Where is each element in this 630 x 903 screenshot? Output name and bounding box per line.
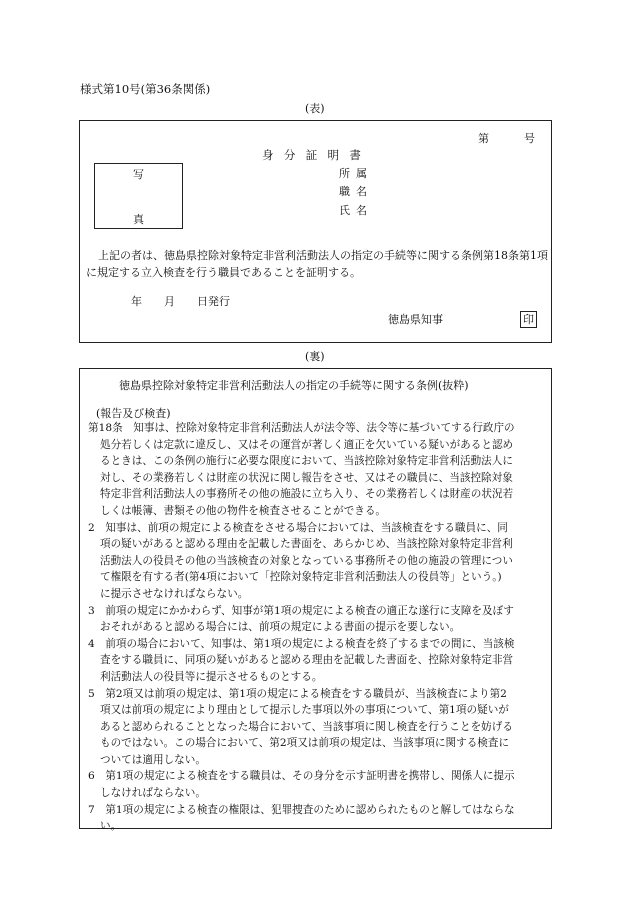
law-line: 2 知事は、前項の規定による検査をさせる場合においては、当該検査をする職員に、同	[88, 521, 508, 534]
law-line: ついては適用しない。	[100, 753, 206, 766]
photo-frame	[94, 163, 183, 229]
law-line: しくは帳簿、書類その他の物件を検査させることができる。	[100, 504, 387, 517]
issuer: 徳島県知事	[388, 313, 443, 326]
certification-statement: 上記の者は、徳島県控除対象特定非営利活動法人の指定の手続等に関する条例第18条第1項に規定する立入検査を行う職員であることを証明する。	[86, 249, 548, 279]
law-line: 活動法人の役員その他の当該検査の対象となっている事務所その他の施設の管理につい	[100, 554, 513, 567]
law-line: おそれがあると認める場合には、前項の規定による書面の提示を要しない。	[100, 621, 461, 634]
law-line: 3 前項の規定にかかわらず、知事が第1項の規定による検査の適正な遂行に支障を及ぼす	[88, 604, 514, 617]
article-heading: (報告及び検査)	[96, 407, 171, 420]
seal-stamp: 印	[520, 311, 537, 328]
law-line: 対し、その業務若しくは財産の状況に関し報告をさせ、又はその職員に、当該控除対象	[100, 471, 513, 484]
number-suffix: 号	[524, 132, 535, 145]
law-line: るときは、この条例の施行に必要な限度において、当該控除対象特定非営利活動法人に	[100, 455, 513, 468]
law-line: 5 第2項又は前項の規定は、第1項の規定による検査をする職員が、当該検査により第2	[88, 687, 507, 700]
law-line: 利活動法人の役員等に提示させるものとする。	[100, 670, 323, 683]
ordinance-text	[88, 420, 550, 835]
certificate-title: 身分証明書	[262, 148, 372, 162]
ordinance-title: 徳島県控除対象特定非営利活動法人の指定の手続等に関する条例(抜粋)	[119, 379, 469, 392]
law-line: 項の疑いがあると認める理由を記載した書面を、あらかじめ、当該控除対象特定非営利	[100, 538, 513, 551]
law-line: 項又は前項の規定により理由として提示した事項以外の事項について、第1項の疑いが	[100, 704, 509, 717]
field-affiliation: 所属	[339, 167, 374, 180]
law-line: 第18条 知事は、控除対象特定非営利活動法人が法令等、法令等に基づいてする行政庁の	[88, 422, 515, 434]
law-line: ものではない。この場合において、第2項又は前項の規定は、当該事項に関する検査に	[100, 737, 510, 750]
law-line: に提示させなければならない。	[100, 587, 249, 600]
law-line: 6 第1項の規定による検査をする職員は、その身分を示す証明書を携帯し、関係人に提示	[88, 770, 515, 783]
issue-date: 年 月 日発行	[131, 295, 230, 308]
law-line: 査をする職員に、同項の疑いがあると認める理由を記載した書面を、控除対象特定非営	[100, 654, 514, 667]
field-position: 職名	[339, 185, 374, 198]
photo-label-top: 写	[133, 168, 144, 181]
law-line: 処分若しくは定款に違反し、又はその運営が著しく適正を欠いている疑いがあると認め	[100, 438, 514, 451]
law-line: て権限を有する者(第4項において「控除対象特定非営利活動法人の役員等」という。)	[100, 571, 502, 584]
law-line: しなければならない。	[100, 787, 206, 800]
form-number: 様式第10号(第36条関係)	[80, 82, 211, 96]
photo-label-bottom: 真	[133, 213, 144, 226]
law-line: 7 第1項の規定による検査の権限は、犯罪捜査のために認められたものと解してはならな	[88, 803, 515, 816]
law-line: 特定非営利活動法人の事務所その他の施設に立ち入り、その業務若しくは財産の状況若	[100, 488, 514, 501]
number-label: 第	[478, 132, 489, 145]
law-line: あると認められることとなった場合において、当該事項に関し検査を行うことを妨げる	[100, 720, 513, 733]
law-line: 4 前項の場合において、知事は、第1項の規定による検査を終了するまでの間に、当該検	[88, 637, 515, 650]
law-line: い。	[100, 820, 122, 833]
back-side-label: (裏)	[305, 350, 325, 363]
front-side-label: (表)	[305, 102, 325, 115]
field-name: 氏名	[339, 204, 374, 217]
